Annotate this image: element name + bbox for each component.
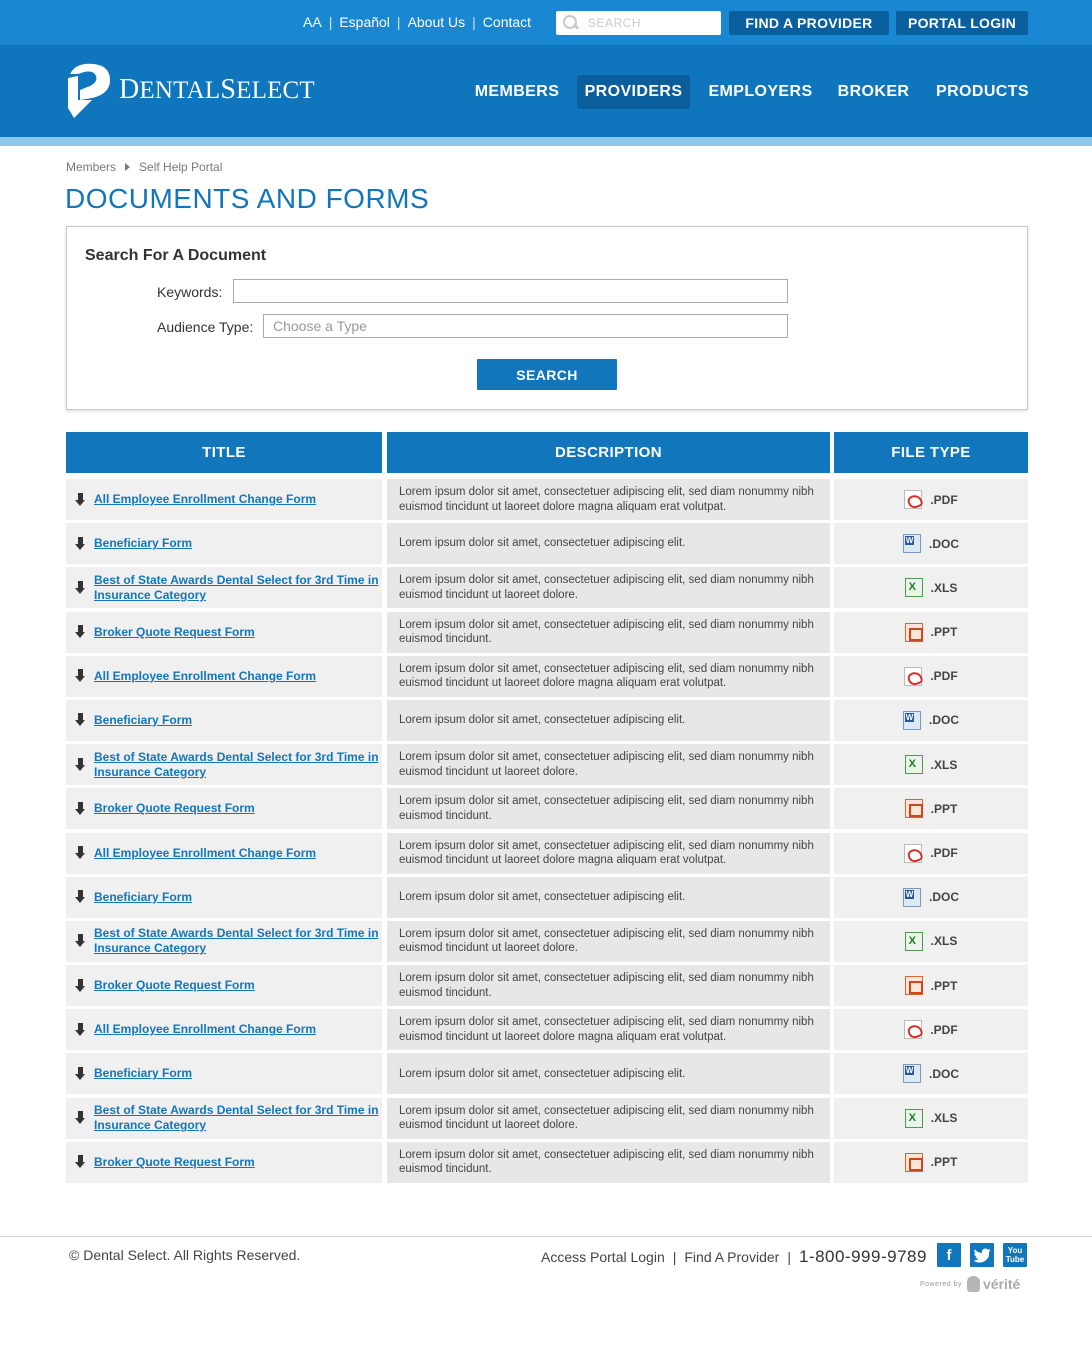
title-cell bbox=[66, 921, 382, 962]
document-link[interactable]: Best of State Awards Dental Select for 3rd Time in Insurance Category bbox=[94, 572, 379, 602]
title-cell bbox=[66, 479, 382, 520]
nav-members[interactable]: MEMBERS bbox=[474, 83, 560, 100]
file-type-cell bbox=[834, 656, 1028, 697]
download-icon[interactable] bbox=[75, 758, 86, 772]
breadcrumb-members[interactable]: Members bbox=[66, 160, 117, 174]
title-cell bbox=[66, 1009, 382, 1050]
keywords-label: Keywords: bbox=[157, 284, 223, 300]
header-description: DESCRIPTION bbox=[387, 432, 830, 473]
xls-icon[interactable] bbox=[905, 932, 923, 951]
download-icon[interactable] bbox=[75, 934, 86, 948]
table-row bbox=[66, 921, 1028, 962]
main-navigation bbox=[0, 75, 1092, 109]
twitter-icon[interactable] bbox=[970, 1243, 994, 1267]
site-search-input[interactable] bbox=[588, 13, 718, 33]
description-cell: Lorem ipsum dolor sit amet, consectetuer adipiscing elit, sed diam nonummy nibh euismod tincidunt. bbox=[387, 1142, 830, 1183]
table-row bbox=[66, 1009, 1028, 1050]
description-cell: Lorem ipsum dolor sit amet, consectetuer adipiscing elit. bbox=[387, 523, 830, 564]
table-row bbox=[66, 612, 1028, 653]
description-cell: Lorem ipsum dolor sit amet, consectetuer adipiscing elit, sed diam nonummy nibh euismod tincidunt ut laoreet dolore. bbox=[387, 921, 830, 962]
download-icon[interactable] bbox=[75, 713, 86, 727]
xls-icon[interactable] bbox=[905, 578, 923, 597]
description-cell: Lorem ipsum dolor sit amet, consectetuer adipiscing elit. bbox=[387, 1053, 830, 1094]
file-type-cell bbox=[834, 1053, 1028, 1094]
header-accent-band bbox=[0, 137, 1092, 146]
pdf-icon[interactable] bbox=[904, 490, 922, 509]
access-portal-login-link[interactable]: Access Portal Login bbox=[541, 1249, 665, 1265]
file-type-cell bbox=[834, 965, 1028, 1006]
file-type-cell bbox=[834, 523, 1028, 564]
download-icon[interactable] bbox=[75, 537, 86, 551]
powered-by bbox=[920, 1276, 1020, 1292]
file-type-label: .DOC bbox=[929, 536, 959, 551]
file-type-label: .DOC bbox=[929, 890, 959, 905]
facebook-icon[interactable]: f bbox=[937, 1243, 961, 1267]
doc-icon[interactable] bbox=[903, 888, 921, 907]
text-size-link[interactable]: AA bbox=[303, 14, 322, 30]
file-type-label: .DOC bbox=[929, 713, 959, 728]
file-type-cell bbox=[834, 744, 1028, 785]
download-icon[interactable] bbox=[75, 802, 86, 816]
title-cell bbox=[66, 744, 382, 785]
description-cell: Lorem ipsum dolor sit amet, consectetuer adipiscing elit, sed diam nonummy nibh euismod tincidunt. bbox=[387, 965, 830, 1006]
about-us-link[interactable]: About Us bbox=[407, 14, 466, 30]
separator: | bbox=[672, 1249, 677, 1265]
footer-divider bbox=[0, 1236, 1092, 1237]
youtube-icon[interactable]: You Tube bbox=[1003, 1243, 1027, 1267]
document-link[interactable]: Beneficiary Form bbox=[94, 1066, 193, 1081]
description-cell: Lorem ipsum dolor sit amet, consectetuer adipiscing elit, sed diam nonummy nibh euismod tincidunt. bbox=[387, 612, 830, 653]
xls-icon[interactable] bbox=[905, 1109, 923, 1128]
file-type-cell bbox=[834, 921, 1028, 962]
title-cell bbox=[66, 788, 382, 829]
title-cell bbox=[66, 700, 382, 741]
description-cell: Lorem ipsum dolor sit amet, consectetuer adipiscing elit, sed diam nonummy nibh euismod tincidunt ut laoreet dolore. bbox=[387, 1098, 830, 1139]
powered-by-label: Powered by bbox=[920, 1280, 962, 1288]
title-cell bbox=[66, 965, 382, 1006]
site-header bbox=[0, 0, 1092, 146]
description-cell: Lorem ipsum dolor sit amet, consectetuer adipiscing elit. bbox=[387, 877, 830, 918]
portal-login-button[interactable]: PORTAL LOGIN bbox=[896, 11, 1028, 35]
pdf-icon[interactable] bbox=[904, 844, 922, 863]
keywords-input[interactable] bbox=[233, 279, 788, 303]
download-icon[interactable] bbox=[75, 979, 86, 993]
file-type-label: .PPT bbox=[930, 1155, 958, 1170]
separator: | bbox=[787, 1249, 791, 1265]
file-type-cell bbox=[834, 567, 1028, 608]
audience-type-label: Audience Type: bbox=[157, 319, 254, 335]
download-icon[interactable] bbox=[75, 890, 86, 904]
title-cell bbox=[66, 567, 382, 608]
ppt-icon[interactable] bbox=[905, 976, 923, 995]
title-cell bbox=[66, 1053, 382, 1094]
description-cell: Lorem ipsum dolor sit amet, consectetuer adipiscing elit, sed diam nonummy nibh euismod tincidunt ut laoreet dolore magna aliquam erat volutpat. bbox=[387, 656, 830, 697]
pdf-icon[interactable] bbox=[904, 667, 922, 686]
description-cell: Lorem ipsum dolor sit amet, consectetuer adipiscing elit. bbox=[387, 700, 830, 741]
download-icon[interactable] bbox=[75, 1023, 86, 1037]
description-cell: Lorem ipsum dolor sit amet, consectetuer adipiscing elit, sed diam nonummy nibh euismod tincidunt ut laoreet dolore. bbox=[387, 744, 830, 785]
file-type-cell bbox=[834, 1098, 1028, 1139]
ppt-icon[interactable] bbox=[905, 1153, 923, 1172]
file-type-label: .DOC bbox=[929, 1066, 959, 1081]
file-type-label: .XLS bbox=[930, 757, 958, 772]
logo-wordmark: DENTALSELECT bbox=[119, 74, 315, 105]
file-type-label: .XLS bbox=[930, 580, 958, 595]
file-type-cell bbox=[834, 479, 1028, 520]
site-search bbox=[556, 11, 721, 35]
title-cell bbox=[66, 1098, 382, 1139]
document-link[interactable]: Broker Quote Request Form bbox=[94, 978, 255, 993]
footer-find-provider-link[interactable]: Find A Provider bbox=[684, 1249, 780, 1265]
title-cell bbox=[66, 1142, 382, 1183]
verite-logo-icon bbox=[967, 1276, 980, 1292]
download-icon[interactable] bbox=[75, 669, 86, 683]
document-link[interactable]: Beneficiary Form bbox=[94, 712, 193, 727]
utility-links bbox=[303, 14, 531, 30]
title-cell bbox=[66, 612, 382, 653]
description-cell: Lorem ipsum dolor sit amet, consectetuer adipiscing elit, sed diam nonummy nibh euismod tincidunt. bbox=[387, 788, 830, 829]
doc-icon[interactable] bbox=[903, 711, 921, 730]
download-icon[interactable] bbox=[75, 1067, 86, 1081]
doc-icon[interactable] bbox=[903, 534, 921, 553]
find-provider-button[interactable]: FIND A PROVIDER bbox=[729, 11, 889, 35]
document-link[interactable]: All Employee Enrollment Change Form bbox=[94, 1022, 317, 1037]
table-row bbox=[66, 567, 1028, 608]
nav-broker[interactable]: BROKER bbox=[837, 83, 910, 100]
copyright: © Dental Select. All Rights Reserved. bbox=[69, 1247, 301, 1263]
search-icon[interactable] bbox=[562, 14, 580, 32]
download-icon[interactable] bbox=[75, 846, 86, 860]
nav-employers[interactable]: EMPLOYERS bbox=[708, 83, 813, 100]
search-panel-heading: Search For A Document bbox=[85, 247, 267, 264]
download-icon[interactable] bbox=[75, 493, 86, 507]
document-link[interactable]: All Employee Enrollment Change Form bbox=[94, 845, 317, 860]
doc-icon[interactable] bbox=[903, 1064, 921, 1083]
document-link[interactable]: Best of State Awards Dental Select for 3rd Time in Insurance Category bbox=[94, 749, 379, 779]
file-type-label: .XLS bbox=[930, 1111, 958, 1126]
file-type-label: .PPT bbox=[930, 801, 958, 816]
document-search-panel bbox=[66, 226, 1028, 410]
table-body bbox=[66, 479, 1028, 1183]
document-link[interactable]: Broker Quote Request Form bbox=[94, 1154, 255, 1169]
ppt-icon[interactable] bbox=[905, 799, 923, 818]
file-type-cell bbox=[834, 1142, 1028, 1183]
table-header bbox=[66, 432, 1028, 473]
title-cell bbox=[66, 877, 382, 918]
breadcrumb bbox=[66, 160, 222, 174]
title-cell bbox=[66, 523, 382, 564]
separator: | bbox=[472, 14, 476, 30]
file-type-cell bbox=[834, 877, 1028, 918]
file-type-label: .XLS bbox=[930, 934, 958, 949]
table-row bbox=[66, 965, 1028, 1006]
table-row bbox=[66, 788, 1028, 829]
document-link[interactable]: Broker Quote Request Form bbox=[94, 624, 255, 639]
table-row bbox=[66, 833, 1028, 874]
document-link[interactable]: Beneficiary Form bbox=[94, 536, 193, 551]
file-type-cell bbox=[834, 1009, 1028, 1050]
table-row bbox=[66, 656, 1028, 697]
download-icon[interactable] bbox=[75, 1111, 86, 1125]
phone-number: 1-800-999-9789 bbox=[798, 1247, 927, 1266]
file-type-cell bbox=[834, 833, 1028, 874]
table-row bbox=[66, 744, 1028, 785]
file-type-cell bbox=[834, 700, 1028, 741]
audience-type-select[interactable]: Choose a Type bbox=[263, 314, 788, 338]
table-row bbox=[66, 1142, 1028, 1183]
footer-links bbox=[541, 1247, 927, 1267]
document-link[interactable]: Broker Quote Request Form bbox=[94, 801, 255, 816]
documents-table bbox=[66, 432, 1028, 1186]
table-row bbox=[66, 523, 1028, 564]
table-row bbox=[66, 700, 1028, 741]
description-cell: Lorem ipsum dolor sit amet, consectetuer adipiscing elit, sed diam nonummy nibh euismod tincidunt ut laoreet dolore magna aliquam erat volutpat. bbox=[387, 1009, 830, 1050]
table-row bbox=[66, 479, 1028, 520]
file-type-cell bbox=[834, 612, 1028, 653]
file-type-label: .PDF bbox=[930, 846, 958, 860]
document-link[interactable]: All Employee Enrollment Change Form bbox=[94, 668, 317, 683]
nav-providers[interactable]: PROVIDERS bbox=[577, 75, 690, 109]
separator: | bbox=[328, 14, 333, 30]
file-type-cell bbox=[834, 788, 1028, 829]
description-cell: Lorem ipsum dolor sit amet, consectetuer adipiscing elit, sed diam nonummy nibh euismod tincidunt ut laoreet dolore. bbox=[387, 567, 830, 608]
header-file-type: FILE TYPE bbox=[834, 432, 1028, 473]
ppt-icon[interactable] bbox=[905, 623, 923, 642]
contact-link[interactable]: Contact bbox=[482, 14, 532, 30]
verite-wordmark: vérité bbox=[982, 1276, 1021, 1292]
search-button[interactable]: SEARCH bbox=[477, 359, 617, 390]
chevron-right-icon bbox=[125, 163, 130, 171]
download-icon[interactable] bbox=[75, 1155, 86, 1169]
pdf-icon[interactable] bbox=[904, 1020, 922, 1039]
table-row bbox=[66, 1098, 1028, 1139]
document-link[interactable]: Best of State Awards Dental Select for 3rd Time in Insurance Category bbox=[94, 926, 379, 956]
file-type-label: .PDF bbox=[930, 1022, 958, 1037]
espanol-link[interactable]: Español bbox=[339, 14, 390, 30]
document-link[interactable]: Beneficiary Form bbox=[94, 889, 193, 904]
page-title: DOCUMENTS AND FORMS bbox=[65, 183, 430, 214]
table-row bbox=[66, 877, 1028, 918]
download-icon[interactable] bbox=[75, 581, 86, 595]
separator: | bbox=[396, 14, 401, 30]
file-type-label: .PPT bbox=[930, 625, 958, 640]
title-cell bbox=[66, 833, 382, 874]
document-link[interactable]: Best of State Awards Dental Select for 3rd Time in Insurance Category bbox=[94, 1103, 379, 1133]
document-link[interactable]: All Employee Enrollment Change Form bbox=[94, 492, 317, 506]
file-type-label: .PPT bbox=[930, 978, 958, 993]
header-title: TITLE bbox=[66, 432, 382, 473]
xls-icon[interactable] bbox=[905, 755, 923, 774]
description-cell: Lorem ipsum dolor sit amet, consectetuer adipiscing elit, sed diam nonummy nibh euismod tincidunt ut laoreet dolore magna aliquam erat volutpat. bbox=[387, 479, 830, 520]
breadcrumb-self-help-portal[interactable]: Self Help Portal bbox=[139, 160, 223, 174]
table-row bbox=[66, 1053, 1028, 1094]
title-cell bbox=[66, 656, 382, 697]
file-type-label: .PDF bbox=[930, 492, 958, 507]
description-cell: Lorem ipsum dolor sit amet, consectetuer adipiscing elit, sed diam nonummy nibh euismod tincidunt ut laoreet dolore magna aliquam erat volutpat. bbox=[387, 833, 830, 874]
nav-products[interactable]: PRODUCTS bbox=[936, 83, 1029, 100]
file-type-label: .PDF bbox=[930, 669, 958, 684]
download-icon[interactable] bbox=[75, 625, 86, 639]
